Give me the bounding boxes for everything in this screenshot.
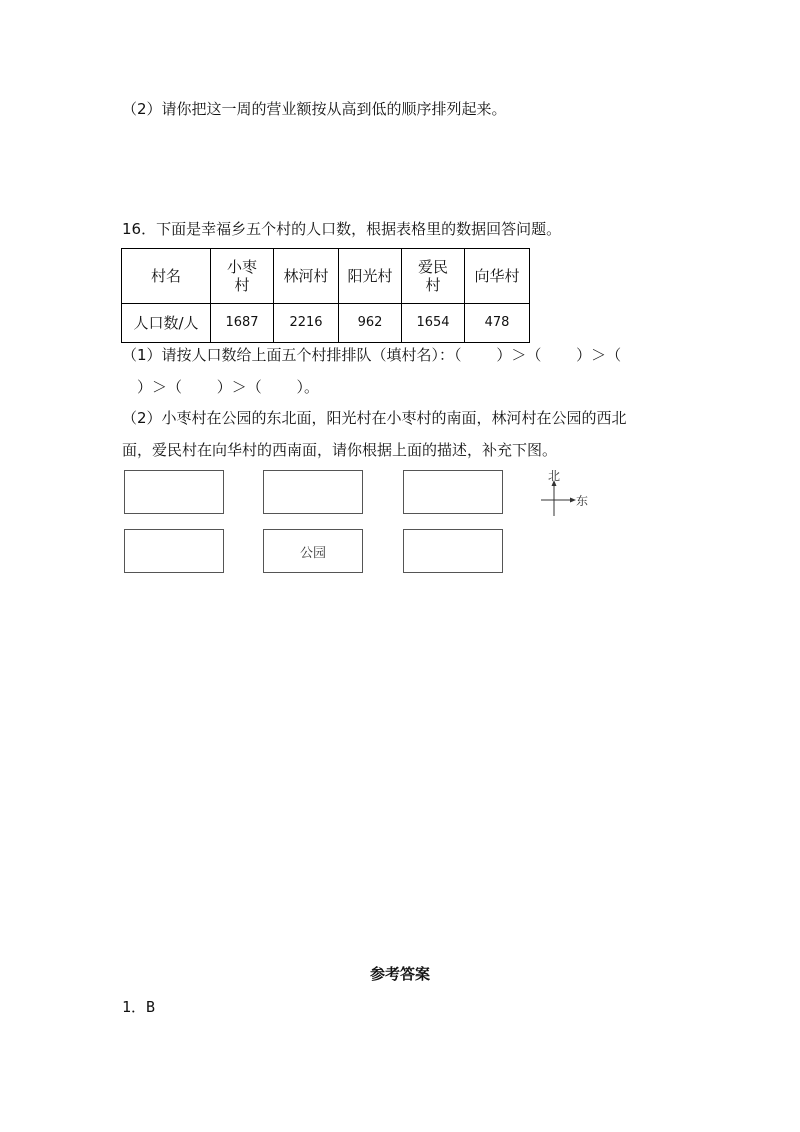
village-cell-aimin: 爱民 村 xyxy=(402,249,465,304)
population-cell: 478 xyxy=(465,304,530,343)
population-cell: 2216 xyxy=(274,304,339,343)
map-box-top-right xyxy=(403,470,503,514)
map-box-park xyxy=(263,529,363,573)
value-label-cell: 人口数/人 xyxy=(122,304,211,343)
table-header-row xyxy=(122,249,530,304)
compass-east-label: 东 xyxy=(576,494,589,508)
compass-north-label: 北 xyxy=(548,469,561,483)
village-cell-xianghua: 向华村 xyxy=(465,249,530,304)
table-value-row xyxy=(122,304,530,343)
q16-part1-line1: （1）请按人口数给上面五个村排排队（填村名）：（ ）＞（ ）＞（ xyxy=(122,346,622,364)
park-label: 公园 xyxy=(299,545,326,561)
answer-item-1: 1．B xyxy=(122,998,156,1016)
map-box-top-middle xyxy=(263,470,363,514)
q16-part2-line1: （2）小枣村在公园的东北面，阳光村在小枣村的南面，林河村在公园的西北 xyxy=(122,409,627,427)
compass-icon xyxy=(538,468,598,520)
answer-section-title: 参考答案 xyxy=(369,965,430,983)
map-box-bottom-right xyxy=(403,529,503,573)
q16-part1-line2: ）＞（ ）＞（ ）。 xyxy=(122,378,320,396)
header-label-cell: 村名 xyxy=(122,249,211,304)
map-box-bottom-left xyxy=(124,529,224,573)
population-cell: 1654 xyxy=(402,304,465,343)
population-cell: 1687 xyxy=(211,304,274,343)
map-box-top-left xyxy=(124,470,224,514)
village-cell-linhe: 林河村 xyxy=(274,249,339,304)
population-table xyxy=(121,248,530,343)
q16-part2-line2: 面，爱民村在向华村的西南面，请你根据上面的描述，补充下图。 xyxy=(122,441,558,459)
q15-part2-text: （2）请你把这一周的营业额按从高到低的顺序排列起来。 xyxy=(122,100,507,118)
population-cell: 962 xyxy=(339,304,402,343)
q16-title: 16．下面是幸福乡五个村的人口数，根据表格里的数据回答问题。 xyxy=(122,220,562,238)
village-cell-xiaozao: 小枣 村 xyxy=(211,249,274,304)
village-cell-yangguang: 阳光村 xyxy=(339,249,402,304)
